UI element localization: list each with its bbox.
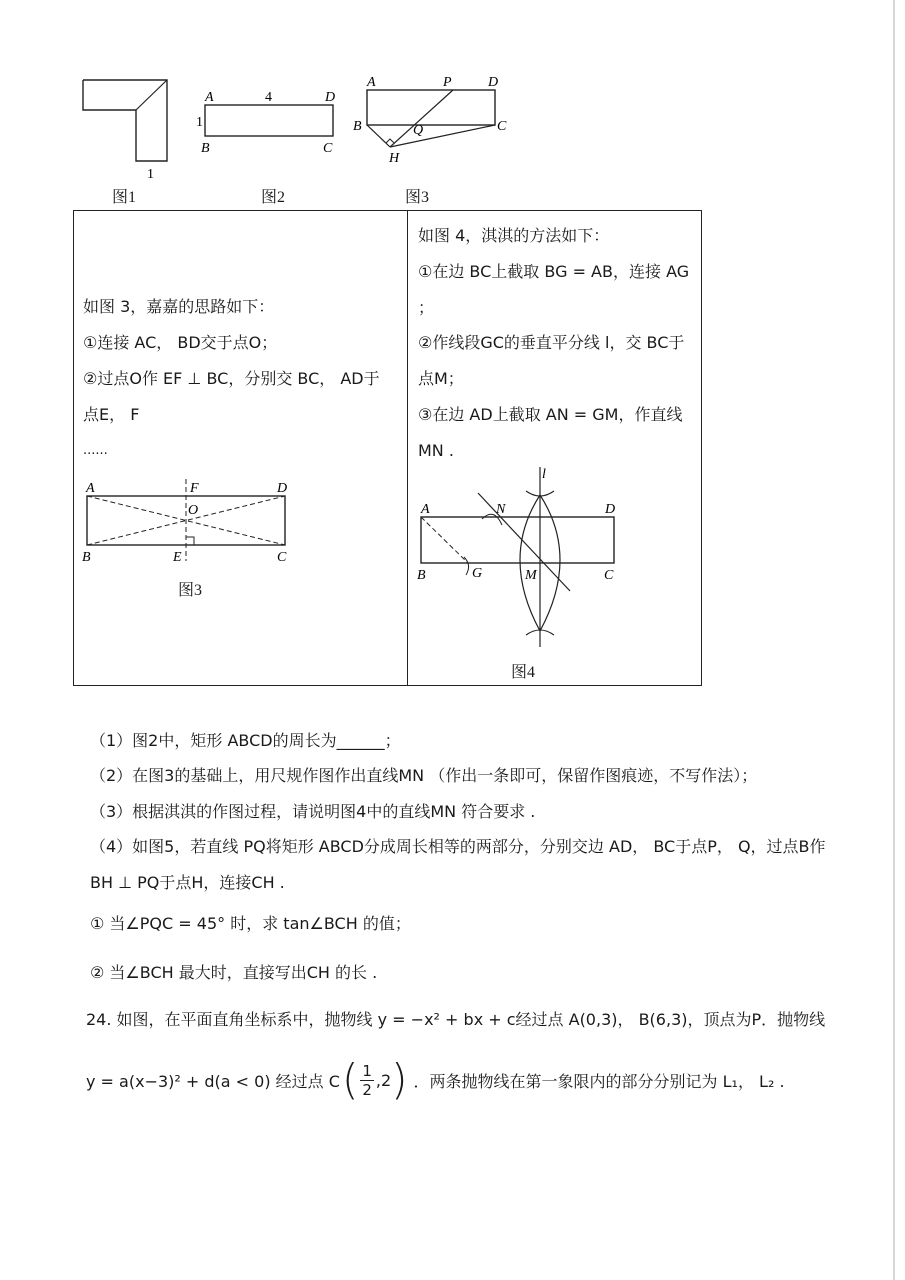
fig2-A: A <box>205 90 214 105</box>
left-step2b: 点E， F <box>83 405 140 424</box>
fig3-D: D <box>488 75 499 90</box>
right-fig-G: G <box>472 566 483 581</box>
left-intro: 如图 3，嘉嘉的思路如下： <box>83 297 275 316</box>
fig1-caption: 图1 <box>112 189 137 206</box>
problem-24-line2 <box>86 1056 785 1104</box>
question-3: （3）根据淇淇的作图过程，请说明图4中的直线MN 符合要求 . <box>90 802 536 821</box>
fig2-top-length: 4 <box>265 90 272 105</box>
right-fig-l: l <box>542 467 546 482</box>
right-paren: ) <box>391 1055 408 1104</box>
figure-1-l-shape <box>75 70 185 185</box>
right-fig-C: C <box>604 568 614 583</box>
fig2-B: B <box>201 141 210 156</box>
page-right-edge <box>893 0 895 1280</box>
right-fig-B: B <box>417 568 426 583</box>
left-fig-E: E <box>173 550 182 565</box>
fig2-C: C <box>323 141 333 156</box>
fig3-P: P <box>443 75 452 90</box>
figure-2-rectangle <box>190 80 350 160</box>
figure-3-top <box>345 72 520 172</box>
fraction-numerator: 1 <box>362 1061 372 1080</box>
right-figure-4 <box>412 463 637 653</box>
fraction-one-half <box>360 1062 374 1099</box>
right-fig-N: N <box>496 502 506 517</box>
point-c-y: ,2 <box>375 1070 392 1090</box>
problem-24-line1: 24. 如图，在平面直角坐标系中，抛物线 y = −x² + bx + c经过点 A(0,3)， B(6,3)，顶点为P．抛物线 <box>86 1010 826 1029</box>
fig3-A: A <box>367 75 376 90</box>
right-fig-M: M <box>525 568 537 583</box>
right-intro: 如图 4，淇淇的方法如下： <box>418 226 610 245</box>
left-fig-A: A <box>86 481 95 496</box>
right-fig-D: D <box>605 502 616 517</box>
fig1-dim-label: 1 <box>147 167 154 182</box>
right-step2a: ②作线段GC的垂直平分线 l，交 BC于 <box>418 333 685 352</box>
right-fig-caption: 图4 <box>511 664 536 681</box>
right-step3b: MN . <box>418 441 454 460</box>
question-4-part2: ② 当∠BCH 最大时，直接写出CH 的长 . <box>90 963 378 982</box>
left-paren: ( <box>341 1055 359 1104</box>
fig3-Q: Q <box>413 123 424 138</box>
left-fig-D: D <box>277 481 288 496</box>
right-step1b: ； <box>418 298 435 317</box>
right-fig-A: A <box>421 502 430 517</box>
question-4-part1: ① 当∠PQC = 45° 时，求 tan∠BCH 的值； <box>90 914 411 933</box>
question-1: （1）图2中，矩形 ABCD的周长为______； <box>90 731 401 750</box>
left-fig-C: C <box>277 550 287 565</box>
right-step1a: ①在边 BC上截取 BG = AB，连接 AG <box>418 262 690 281</box>
left-step1: ①连接 AC， BD交于点O； <box>83 333 278 352</box>
box-column-divider <box>407 210 408 686</box>
fraction-denominator: 2 <box>362 1080 372 1099</box>
left-fig-O: O <box>188 503 199 518</box>
left-fig-F: F <box>190 481 199 496</box>
fig3-B: B <box>353 119 362 134</box>
problem-24-line2-post: ．两条抛物线在第一象限内的部分分别记为 L₁， L₂ . <box>413 1071 785 1091</box>
question-4-line1: （4）如图5，若直线 PQ将矩形 ABCD分成周长相等的两部分，分别交边 AD， BC于点P， Q，过点B作 <box>90 837 826 856</box>
left-step2a: ②过点O作 EF ⊥ BC，分别交 BC， AD于 <box>83 369 380 388</box>
question-2: （2）在图3的基础上，用尺规作图作出直线MN （作出一条即可，保留作图痕迹，不写作法）； <box>90 766 758 785</box>
left-fig-B: B <box>82 550 91 565</box>
fig2-D: D <box>325 90 336 105</box>
left-figure-3 <box>78 475 298 570</box>
left-fig-caption: 图3 <box>178 582 203 599</box>
fig2-side-length: 1 <box>196 115 203 130</box>
problem-24-line2-pre: y = a(x−3)² + d(a < 0) 经过点 C <box>86 1071 340 1091</box>
fig3-caption: 图3 <box>405 189 430 206</box>
left-ellipsis: ...... <box>83 443 108 458</box>
fig3-H: H <box>389 151 400 166</box>
fig3-C: C <box>497 119 507 134</box>
question-4-line2: BH ⊥ PQ于点H，连接CH . <box>90 873 285 892</box>
fig2-caption: 图2 <box>261 189 286 206</box>
right-step3a: ③在边 AD上截取 AN = GM，作直线 <box>418 405 683 424</box>
right-step2b: 点M； <box>418 369 464 388</box>
